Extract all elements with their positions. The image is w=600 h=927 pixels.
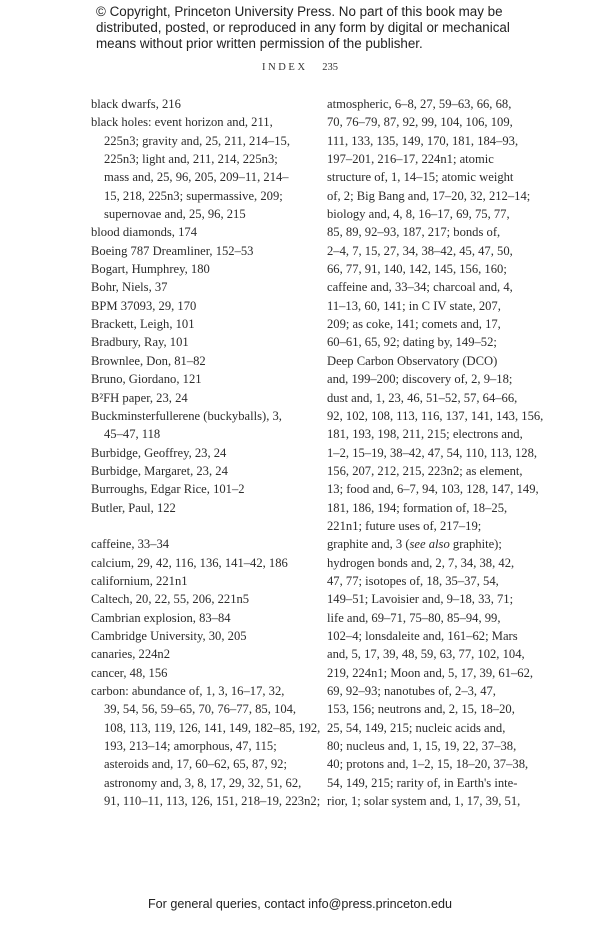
index-entry-line: Butler, Paul, 122: [91, 500, 176, 515]
index-entry-line: and, 199–200; discovery of, 2, 9–18;: [327, 372, 513, 387]
index-entry-line: 2–4, 7, 15, 27, 34, 38–42, 45, 47, 50,: [327, 243, 513, 258]
index-entry-line: caffeine and, 33–34; charcoal and, 4,: [327, 280, 513, 295]
index-entry-line: calcium, 29, 42, 116, 136, 141–42, 186: [91, 555, 288, 570]
index-entry-line: Cambrian explosion, 83–84: [91, 610, 231, 625]
index-entry-line: 45–47, 118: [104, 427, 161, 442]
index-entry-line: 153, 156; neutrons and, 2, 15, 18–20,: [327, 702, 515, 717]
index-entry-line: Burbidge, Margaret, 23, 24: [91, 463, 228, 478]
footer-contact: For general queries, contact info@press.princeton.edu: [147, 897, 452, 911]
copyright-line: distributed, posted, or reproduced in any form by digital or mechanical: [96, 20, 510, 35]
index-entry-line: 221n1; future uses of, 217–19;: [327, 518, 482, 533]
index-entry-line: 92, 102, 108, 113, 116, 137, 141, 143, 156,: [327, 408, 544, 423]
index-entry-line: and, 5, 17, 39, 48, 59, 63, 77, 102, 104,: [327, 647, 525, 662]
index-entry-line: Brackett, Leigh, 101: [91, 317, 195, 332]
entry-text: graphite);: [449, 537, 502, 552]
index-entry-line: 80; nucleus and, 1, 15, 19, 22, 37–38,: [327, 739, 517, 754]
index-entry-line: Burroughs, Edgar Rice, 101–2: [91, 482, 245, 497]
index-entry-line: 69, 92–93; nanotubes of, 2–3, 47,: [327, 684, 496, 698]
index-entry-line: hydrogen bonds and, 2, 7, 34, 38, 42,: [327, 555, 515, 570]
index-entry-line: 156, 207, 212, 215, 223n2; as element,: [327, 463, 523, 478]
index-entry-line: of, 2; Big Bang and, 17–20, 32, 212–14;: [327, 188, 531, 203]
index-entry-line: cancer, 48, 156: [91, 665, 168, 680]
running-head: [0, 62, 600, 73]
index-entry-line: biology and, 4, 8, 16–17, 69, 75, 77,: [327, 207, 510, 222]
index-entry-line: 225n3; gravity and, 25, 211, 214–15,: [104, 133, 290, 148]
index-entry-line: 108, 113, 119, 126, 141, 149, 182–85, 192,: [104, 720, 321, 735]
index-entry-line: [327, 535, 562, 553]
index-entry-line: black holes: event horizon and, 211,: [91, 115, 273, 130]
index-entry-line: Brownlee, Don, 81–82: [91, 353, 206, 368]
index-entry-line: life and, 69–71, 75–80, 85–94, 99,: [327, 610, 501, 625]
index-entry-line: canaries, 224n2: [91, 647, 171, 662]
index-entry-line: 39, 54, 56, 59–65, 70, 76–77, 85, 104,: [104, 702, 297, 717]
index-entry-line: structure of, 1, 14–15; atomic weight: [327, 170, 514, 185]
index-entry-line: 209; as coke, 141; comets and, 17,: [327, 317, 501, 332]
copyright-notice: [96, 4, 536, 52]
index-entry-line: 13; food and, 6–7, 94, 103, 128, 147, 149,: [327, 482, 539, 497]
index-entry-line: B²FH paper, 23, 24: [91, 390, 188, 405]
page-number: 235: [322, 62, 339, 73]
copyright-line: © Copyright, Princeton University Press. No part of this book may be: [96, 4, 503, 19]
index-entry-line: 181, 193, 198, 211, 215; electrons and,: [327, 427, 523, 442]
index-entry-line: dust and, 1, 23, 46, 51–52, 57, 64–66,: [327, 390, 518, 405]
index-entry-line: 47, 77; isotopes of, 18, 35–37, 54,: [327, 573, 499, 588]
index-entry-line: Bradbury, Ray, 101: [91, 335, 189, 350]
index-entry-line: Bogart, Humphrey, 180: [91, 262, 210, 277]
index-entry-line: BPM 37093, 29, 170: [91, 298, 197, 313]
index-entry-line: 85, 89, 92–93, 187, 217; bonds of,: [327, 225, 501, 240]
index-entry-line: 181, 186, 194; formation of, 18–25,: [327, 500, 508, 515]
index-entry-line: Cambridge University, 30, 205: [91, 628, 247, 643]
index-entry-line: 149–51; Lavoisier and, 9–18, 33, 71;: [327, 592, 514, 607]
index-entry-line: Bohr, Niels, 37: [91, 280, 168, 295]
index-entry-line: carbon: abundance of, 1, 3, 16–17, 32,: [91, 684, 285, 698]
index-entry-line: 219, 224n1; Moon and, 5, 17, 39, 61–62,: [327, 665, 534, 680]
section-label: INDEX: [261, 62, 308, 73]
index-entry-line: Deep Carbon Observatory (DCO): [327, 353, 498, 368]
index-entry-line: 102–4; lonsdaleite and, 161–62; Mars: [327, 628, 518, 643]
cross-reference-label: see also: [409, 537, 450, 552]
index-entry-line: blood diamonds, 174: [91, 225, 197, 240]
index-entry-line: Bruno, Giordano, 121: [91, 372, 202, 387]
index-entry-line: 15, 218, 225n3; supermassive, 209;: [104, 188, 283, 203]
index-entry-line: 60–61, 65, 92; dating by, 149–52;: [327, 335, 497, 350]
index-entry-line: 1–2, 15–19, 38–42, 47, 54, 110, 113, 128,: [327, 445, 538, 460]
index-entry-line: 40; protons and, 1–2, 15, 18–20, 37–38,: [327, 757, 529, 772]
index-column-left: [91, 95, 323, 810]
index-entry-line: 91, 110–11, 113, 126, 151, 218–19, 223n2;: [104, 794, 321, 809]
index-entry-line: 25, 54, 149, 215; nucleic acids and,: [327, 720, 506, 735]
index-entry-line: 225n3; light and, 211, 214, 225n3;: [104, 152, 278, 167]
index-entry-line: supernovae and, 25, 96, 215: [104, 207, 246, 222]
index-entry-line: 197–201, 216–17, 224n1; atomic: [327, 152, 494, 167]
copyright-line: means without prior written permission of the publisher.: [96, 36, 423, 51]
index-entry-line: black dwarfs, 216: [91, 97, 181, 111]
index-entry-line: Caltech, 20, 22, 55, 206, 221n5: [91, 592, 250, 607]
index-entry-line: atmospheric, 6–8, 27, 59–63, 66, 68,: [327, 97, 512, 111]
letter-group-spacer: [91, 517, 323, 535]
index-entry-line: 70, 76–79, 87, 92, 99, 104, 106, 109,: [327, 115, 513, 130]
index-entry-line: Boeing 787 Dreamliner, 152–53: [91, 243, 254, 258]
index-entry-line: 54, 149, 215; rarity of, in Earth's inte-: [327, 775, 518, 790]
index-column-right: [327, 95, 562, 810]
index-entry-line: 111, 133, 135, 149, 170, 181, 184–93,: [327, 133, 519, 148]
index-entry-line: mass and, 25, 96, 205, 209–11, 214–: [104, 170, 289, 185]
index-entry-line: rior, 1; solar system and, 1, 17, 39, 51,: [327, 794, 521, 809]
index-entry-line: asteroids and, 17, 60–62, 65, 87, 92;: [104, 757, 287, 772]
index-entry-line: 11–13, 60, 141; in C IV state, 207,: [327, 298, 501, 313]
entry-text: graphite and, 3 (: [327, 537, 410, 552]
index-entry-line: 66, 77, 91, 140, 142, 145, 156, 160;: [327, 262, 507, 277]
index-entry-line: caffeine, 33–34: [91, 537, 170, 552]
index-entry-line: astronomy and, 3, 8, 17, 29, 32, 51, 62,: [104, 775, 302, 790]
index-entry-line: Burbidge, Geoffrey, 23, 24: [91, 445, 227, 460]
index-entry-line: Buckminsterfullerene (buckyballs), 3,: [91, 408, 282, 423]
index-entry-line: californium, 221n1: [91, 573, 188, 588]
index-entry-line: 193, 213–14; amorphous, 47, 115;: [104, 739, 277, 754]
